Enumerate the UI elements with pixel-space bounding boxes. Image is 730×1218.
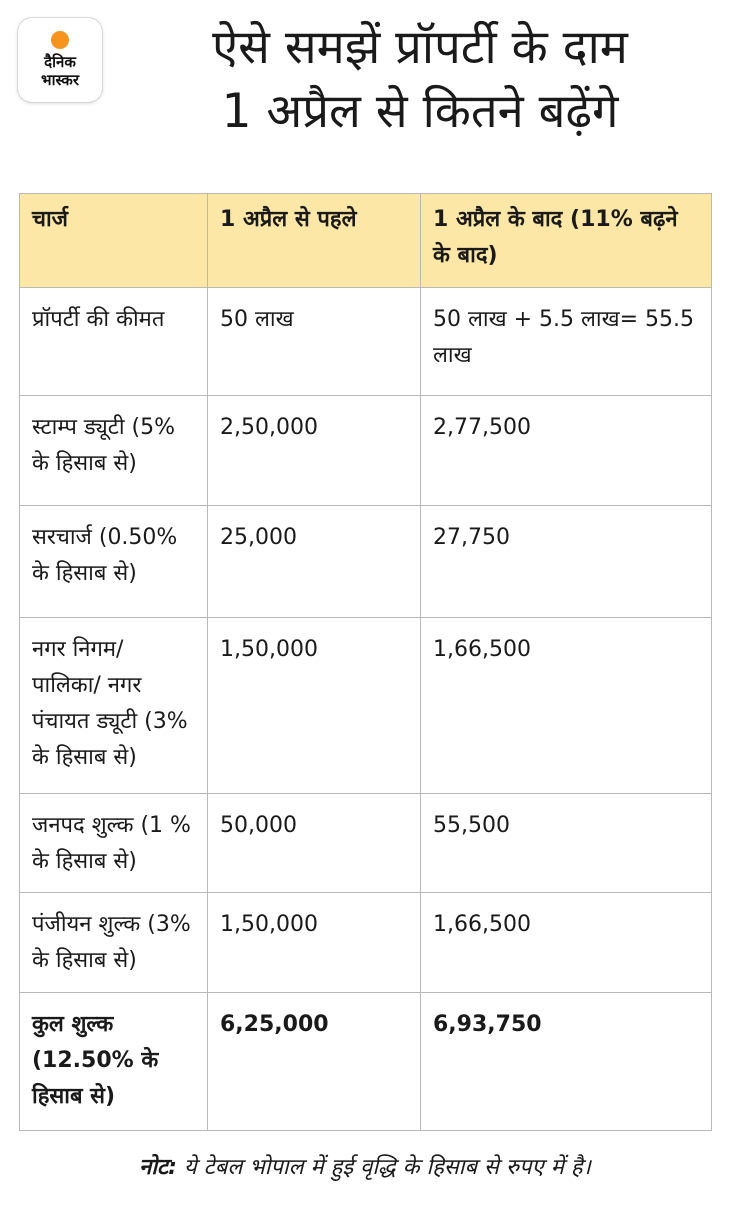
logo-text-dainik: दैनिक <box>44 53 76 71</box>
table-row <box>20 288 712 396</box>
cell-before: 6,25,000 <box>208 993 421 1131</box>
cell-after: 1,66,500 <box>421 893 712 993</box>
property-charges-table <box>19 193 712 1131</box>
cell-charge: जनपद शुल्क (1 % के हिसाब से) <box>20 794 208 893</box>
footnote <box>0 1148 730 1188</box>
table-row <box>20 506 712 618</box>
cell-before: 1,50,000 <box>208 618 421 794</box>
cell-charge: कुल शुल्क (12.50% के हिसाब से) <box>20 993 208 1131</box>
cell-after: 2,77,500 <box>421 396 712 506</box>
note-label: नोट: <box>139 1155 177 1180</box>
cell-charge: प्रॉपर्टी की कीमत <box>20 288 208 396</box>
cell-before: 50 लाख <box>208 288 421 396</box>
note-text: ये टेबल भोपाल में हुई वृद्धि के हिसाब से रुपए में है। <box>183 1155 591 1180</box>
cell-before: 1,50,000 <box>208 893 421 993</box>
page-title <box>120 16 720 144</box>
cell-charge: पंजीयन शुल्क (3% के हिसाब से) <box>20 893 208 993</box>
table-row <box>20 893 712 993</box>
title-line-1: ऐसे समझें प्रॉपर्टी के दाम <box>212 20 628 75</box>
table-row <box>20 794 712 893</box>
header-cell-after: 1 अप्रैल के बाद (11% बढ़ने के बाद) <box>421 194 712 288</box>
cell-charge: नगर निगम/ पालिका/ नगर पंचायत ड्यूटी (3% के हिसाब से) <box>20 618 208 794</box>
cell-after: 1,66,500 <box>421 618 712 794</box>
table-row <box>20 618 712 794</box>
cell-charge: सरचार्ज (0.50% के हिसाब से) <box>20 506 208 618</box>
header-cell-charge: चार्ज <box>20 194 208 288</box>
cell-before: 25,000 <box>208 506 421 618</box>
title-line-2: 1 अप्रैल से कितने बढ़ेंगे <box>221 84 619 139</box>
table-row <box>20 993 712 1131</box>
cell-after: 6,93,750 <box>421 993 712 1131</box>
sun-icon <box>51 31 69 49</box>
table-header-row <box>20 194 712 288</box>
cell-before: 2,50,000 <box>208 396 421 506</box>
logo-text-bhaskar: भास्कर <box>41 71 79 89</box>
cell-charge: स्टाम्प ड्यूटी (5% के हिसाब से) <box>20 396 208 506</box>
cell-after: 50 लाख + 5.5 लाख= 55.5 लाख <box>421 288 712 396</box>
header-cell-before: 1 अप्रैल से पहले <box>208 194 421 288</box>
cell-after: 27,750 <box>421 506 712 618</box>
cell-after: 55,500 <box>421 794 712 893</box>
dainik-bhaskar-logo <box>18 18 102 102</box>
cell-before: 50,000 <box>208 794 421 893</box>
table-row <box>20 396 712 506</box>
